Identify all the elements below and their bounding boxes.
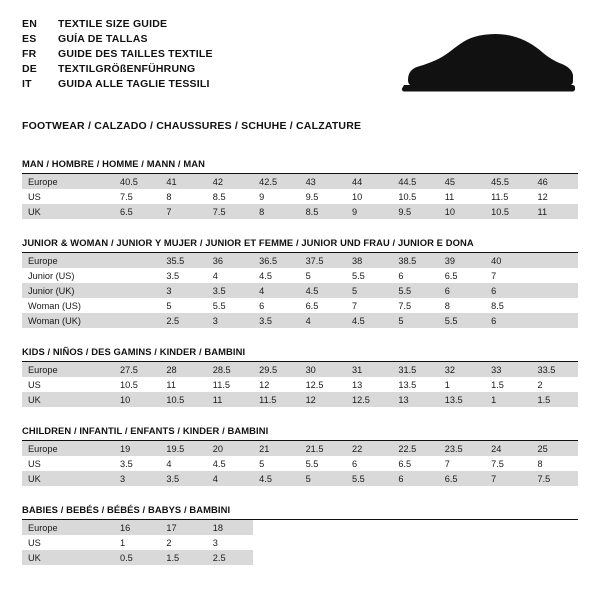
size-cell: 5.5: [305, 458, 319, 469]
size-cell: 4.5: [300, 283, 346, 298]
size-cell: 45.5: [485, 174, 531, 189]
size-cell: 31: [346, 362, 392, 377]
size-cell: 5.5: [212, 300, 226, 311]
size-cell: 6: [439, 283, 485, 298]
size-cell: 10: [439, 204, 485, 219]
size-cell: 31.5: [392, 362, 438, 377]
size-cell: 4.5: [346, 313, 392, 328]
size-cell-empty: [392, 550, 438, 565]
row-label: US: [28, 379, 41, 390]
size-cell-empty: [300, 520, 346, 535]
size-cell: 4: [212, 270, 218, 281]
size-cell: [114, 253, 160, 268]
size-cell: 45: [439, 174, 485, 189]
language-title: GUÍA DE TALLAS: [58, 32, 148, 45]
size-cell: 7: [160, 204, 206, 219]
size-cell: 3.5: [120, 458, 133, 469]
size-cell: 1: [444, 379, 450, 390]
row-label: Europe: [22, 441, 114, 456]
size-cell: 5: [300, 471, 346, 486]
size-cell: 7: [444, 458, 450, 469]
size-cell: 32: [439, 362, 485, 377]
size-cell: 8.5: [300, 204, 346, 219]
table-row: [22, 174, 578, 189]
size-cell: 7.5: [532, 471, 578, 486]
size-table-babies: [22, 520, 578, 565]
size-cell: 38.5: [392, 253, 438, 268]
table-row: [22, 456, 578, 471]
size-cell: 36.5: [253, 253, 299, 268]
size-cell: 44: [346, 174, 392, 189]
size-cell: 4: [166, 458, 172, 469]
size-cell: 5: [305, 270, 311, 281]
size-cell: 30: [300, 362, 346, 377]
size-cell: 7.5: [120, 191, 133, 202]
size-cell: 3: [114, 471, 160, 486]
size-cell: 6.5: [444, 270, 458, 281]
size-cell: 8.5: [212, 191, 226, 202]
size-cell: 23.5: [439, 441, 485, 456]
size-cell: 10.5: [398, 191, 417, 202]
size-group-kids: [22, 346, 578, 407]
group-title: KIDS / NIÑOS / DES GAMINS / KINDER / BAMBINI: [22, 346, 246, 357]
size-cell: 4.5: [253, 471, 299, 486]
size-cell: 6: [398, 270, 404, 281]
size-cell-empty: [439, 520, 485, 535]
size-cell-empty: [253, 520, 299, 535]
row-label: Woman (US): [28, 300, 81, 311]
size-cell: 12: [537, 191, 548, 202]
size-cell: 7.5: [207, 204, 253, 219]
size-table-body: [22, 253, 578, 328]
size-cell: 6.5: [398, 458, 412, 469]
footwear-section-title: FOOTWEAR / CALZADO / CHAUSSURES / SCHUHE / CALZATURE: [22, 120, 362, 132]
size-table-man: [22, 174, 578, 219]
size-cell: 13.5: [398, 379, 417, 390]
size-cell: 9.5: [392, 204, 438, 219]
size-cell-empty: [300, 535, 346, 550]
size-cell: [114, 298, 160, 313]
size-cell-empty: [253, 535, 299, 550]
language-code: IT: [22, 77, 32, 90]
size-cell: 2: [166, 537, 172, 548]
size-cell: 42.5: [253, 174, 299, 189]
size-cell: 10.5: [160, 392, 206, 407]
row-label: UK: [22, 471, 114, 486]
size-cell: 7.5: [398, 300, 412, 311]
row-label: Europe: [22, 174, 114, 189]
table-row: [22, 268, 578, 283]
size-cell: 41: [160, 174, 206, 189]
size-cell: 3: [160, 283, 206, 298]
row-label: Junior (US): [28, 270, 75, 281]
size-cell-empty: [532, 550, 578, 565]
size-cell: 3.5: [253, 313, 299, 328]
size-cell: 21: [253, 441, 299, 456]
language-title: TEXTILE SIZE GUIDE: [58, 18, 168, 30]
size-cell: 5: [166, 300, 172, 311]
size-cell: 25: [532, 441, 578, 456]
size-group-children: [22, 425, 578, 486]
size-cell: 11.5: [212, 379, 230, 390]
size-cell: 40.5: [114, 174, 160, 189]
size-cell: 16: [114, 520, 160, 535]
size-cell: 5: [259, 458, 265, 469]
size-cell: 24: [485, 441, 531, 456]
size-cell-empty: [346, 520, 392, 535]
size-cell: 18: [207, 520, 253, 535]
size-cell: 39: [439, 253, 485, 268]
size-cell: 5: [392, 313, 438, 328]
size-cell: 27.5: [114, 362, 160, 377]
row-label: Woman (UK): [22, 313, 114, 328]
size-cell: 19.5: [160, 441, 206, 456]
table-row: [22, 520, 578, 535]
row-label: US: [28, 191, 41, 202]
size-cell: 29.5: [253, 362, 299, 377]
size-cell-empty: [439, 550, 485, 565]
size-cell: 1.5: [532, 392, 578, 407]
table-row: [22, 535, 578, 550]
size-cell: 2.5: [207, 550, 253, 565]
table-row: [22, 189, 578, 204]
language-list-body: [22, 18, 213, 93]
size-cell: 8: [444, 300, 450, 311]
size-cell-empty: [253, 550, 299, 565]
size-cell: 9: [346, 204, 392, 219]
table-row: [22, 441, 578, 456]
size-cell: 22.5: [392, 441, 438, 456]
size-cell: 0.5: [114, 550, 160, 565]
size-group-man: [22, 158, 578, 219]
size-cell: 7.5: [491, 458, 504, 469]
size-cell: 6.5: [305, 300, 319, 311]
language-title: TEXTILGRÖßENFÜHRUNG: [58, 62, 196, 75]
language-code: EN: [22, 18, 37, 30]
size-cell: [532, 313, 578, 328]
size-cell: 19: [114, 441, 160, 456]
size-cell: 3.5: [160, 471, 206, 486]
size-cell: 13: [351, 379, 363, 390]
size-cell-empty: [485, 550, 531, 565]
size-cell: 3.5: [207, 283, 253, 298]
table-row: [22, 253, 578, 268]
size-table-kids: [22, 362, 578, 407]
size-cell: 11: [444, 191, 455, 202]
size-cell: 43: [300, 174, 346, 189]
size-cell: 5: [346, 283, 392, 298]
table-row: [22, 471, 578, 486]
size-cell: 2.5: [160, 313, 206, 328]
language-row: [22, 78, 213, 93]
size-cell-empty: [532, 520, 578, 535]
size-cell-empty: [392, 535, 438, 550]
table-row: [22, 298, 578, 313]
size-cell: 17: [160, 520, 206, 535]
size-cell: 4.5: [212, 458, 226, 469]
table-row: [22, 550, 578, 565]
size-cell: 6.5: [114, 204, 160, 219]
language-code: FR: [22, 47, 37, 60]
size-cell: [114, 313, 160, 328]
size-table-body: [22, 174, 578, 219]
size-cell: 11: [532, 204, 578, 219]
table-row: [22, 362, 578, 377]
dress-shoe-icon: [396, 28, 576, 100]
size-cell: 12: [259, 379, 270, 390]
size-cell: 1: [485, 392, 531, 407]
language-list: [22, 18, 213, 93]
size-cell: 46: [532, 174, 578, 189]
row-label: UK: [22, 204, 114, 219]
size-table-body: [22, 441, 578, 486]
size-cell: 1.5: [160, 550, 206, 565]
size-cell: 4: [300, 313, 346, 328]
size-cell-empty: [439, 535, 485, 550]
size-cell: 10.5: [485, 204, 531, 219]
row-label: UK: [22, 392, 114, 407]
language-title: GUIDE DES TAILLES TEXTILE: [58, 47, 213, 60]
size-cell: 6.5: [439, 471, 485, 486]
size-cell-empty: [300, 550, 346, 565]
size-cell: 12.5: [346, 392, 392, 407]
language-code: DE: [22, 62, 37, 75]
size-cell-empty: [532, 535, 578, 550]
language-row: [22, 18, 213, 33]
size-cell: 4: [253, 283, 299, 298]
size-cell: 3: [212, 537, 218, 548]
size-cell: 21.5: [300, 441, 346, 456]
table-row: [22, 313, 578, 328]
size-cell: 5.5: [351, 270, 365, 281]
size-table-junior-woman: [22, 253, 578, 328]
size-group-babies: [22, 504, 578, 565]
size-cell: 8.5: [491, 300, 504, 311]
size-cell: 38: [346, 253, 392, 268]
size-cell-empty: [485, 535, 531, 550]
size-table-body: [22, 362, 578, 407]
group-title: BABIES / BEBÉS / BÉBÉS / BABYS / BAMBINI: [22, 504, 231, 515]
size-cell: 33: [485, 362, 531, 377]
document-header: [22, 18, 578, 104]
size-cell: [532, 268, 578, 283]
size-cell: 4.5: [259, 270, 272, 281]
size-cell: 28.5: [207, 362, 253, 377]
size-cell: 11: [166, 379, 176, 390]
size-cell: 5.5: [392, 283, 438, 298]
size-cell: 12.5: [305, 379, 324, 390]
size-cell: 13: [392, 392, 438, 407]
group-title: JUNIOR & WOMAN / JUNIOR Y MUJER / JUNIOR ET FEMME / JUNIOR UND FRAU / JUNIOR E DONA: [22, 237, 474, 248]
size-cell: 3.5: [166, 270, 180, 281]
row-label: US: [28, 458, 41, 469]
size-cell: 9: [259, 191, 265, 202]
group-title: CHILDREN / INFANTIL / ENFANTS / KINDER / BAMBINI: [22, 425, 269, 436]
table-row: [22, 283, 578, 298]
size-cell: 8: [537, 458, 543, 469]
size-cell: 7: [351, 300, 358, 311]
size-cell: 6: [485, 283, 531, 298]
size-cell: 6: [351, 458, 358, 469]
size-cell: 33.5: [532, 362, 578, 377]
size-cell: 37.5: [300, 253, 346, 268]
language-row: [22, 63, 213, 78]
size-cell: 35.5: [160, 253, 206, 268]
language-code: ES: [22, 32, 37, 45]
size-cell: 7: [491, 270, 497, 281]
size-cell: 11: [207, 392, 253, 407]
size-cell: 11.5: [491, 191, 509, 202]
language-title: GUIDA ALLE TAGLIE TESSILI: [58, 77, 210, 90]
size-cell-empty: [392, 520, 438, 535]
language-row: [22, 33, 213, 48]
size-cell: 11.5: [253, 392, 299, 407]
row-label: Junior (UK): [22, 283, 114, 298]
size-cell: 42: [207, 174, 253, 189]
size-cell-empty: [346, 550, 392, 565]
row-label: Europe: [22, 362, 114, 377]
size-cell: 22: [346, 441, 392, 456]
size-cell: 10: [351, 191, 363, 202]
size-cell: 7: [485, 471, 531, 486]
size-cell: 10.5: [120, 379, 138, 390]
row-label: US: [28, 537, 41, 548]
size-cell: 40: [485, 253, 531, 268]
size-cell: [114, 268, 160, 283]
size-table-body: [22, 520, 578, 565]
size-cell: [532, 283, 578, 298]
size-cell: 5.5: [346, 471, 392, 486]
size-cell: 6: [485, 313, 531, 328]
size-table-children: [22, 441, 578, 486]
size-cell: 4: [207, 471, 253, 486]
size-cell: 2: [537, 379, 543, 390]
size-cell: 8: [166, 191, 172, 202]
size-cell: 1: [120, 537, 126, 548]
size-cell: 44.5: [392, 174, 438, 189]
size-cell: [114, 283, 160, 298]
size-cell: 13.5: [439, 392, 485, 407]
language-row: [22, 48, 213, 63]
size-cell: 20: [207, 441, 253, 456]
size-cell: 6: [392, 471, 438, 486]
size-cell: 6: [259, 300, 265, 311]
row-label: UK: [22, 550, 114, 565]
group-title: MAN / HOMBRE / HOMME / MANN / MAN: [22, 158, 205, 169]
row-label: Europe: [22, 520, 114, 535]
size-group-junior-woman: [22, 237, 578, 328]
size-cell: 9.5: [305, 191, 319, 202]
size-cell: 10: [114, 392, 160, 407]
table-row: [22, 204, 578, 219]
table-row: [22, 392, 578, 407]
size-cell: [532, 298, 578, 313]
size-cell: 8: [253, 204, 299, 219]
table-row: [22, 377, 578, 392]
size-cell: 36: [207, 253, 253, 268]
size-cell: 1.5: [491, 379, 504, 390]
row-label: Europe: [22, 253, 114, 268]
size-cell: 3: [207, 313, 253, 328]
size-cell: 12: [300, 392, 346, 407]
size-cell: [532, 253, 578, 268]
size-cell: 28: [160, 362, 206, 377]
size-cell: 5.5: [439, 313, 485, 328]
size-cell-empty: [485, 520, 531, 535]
size-cell-empty: [346, 535, 392, 550]
